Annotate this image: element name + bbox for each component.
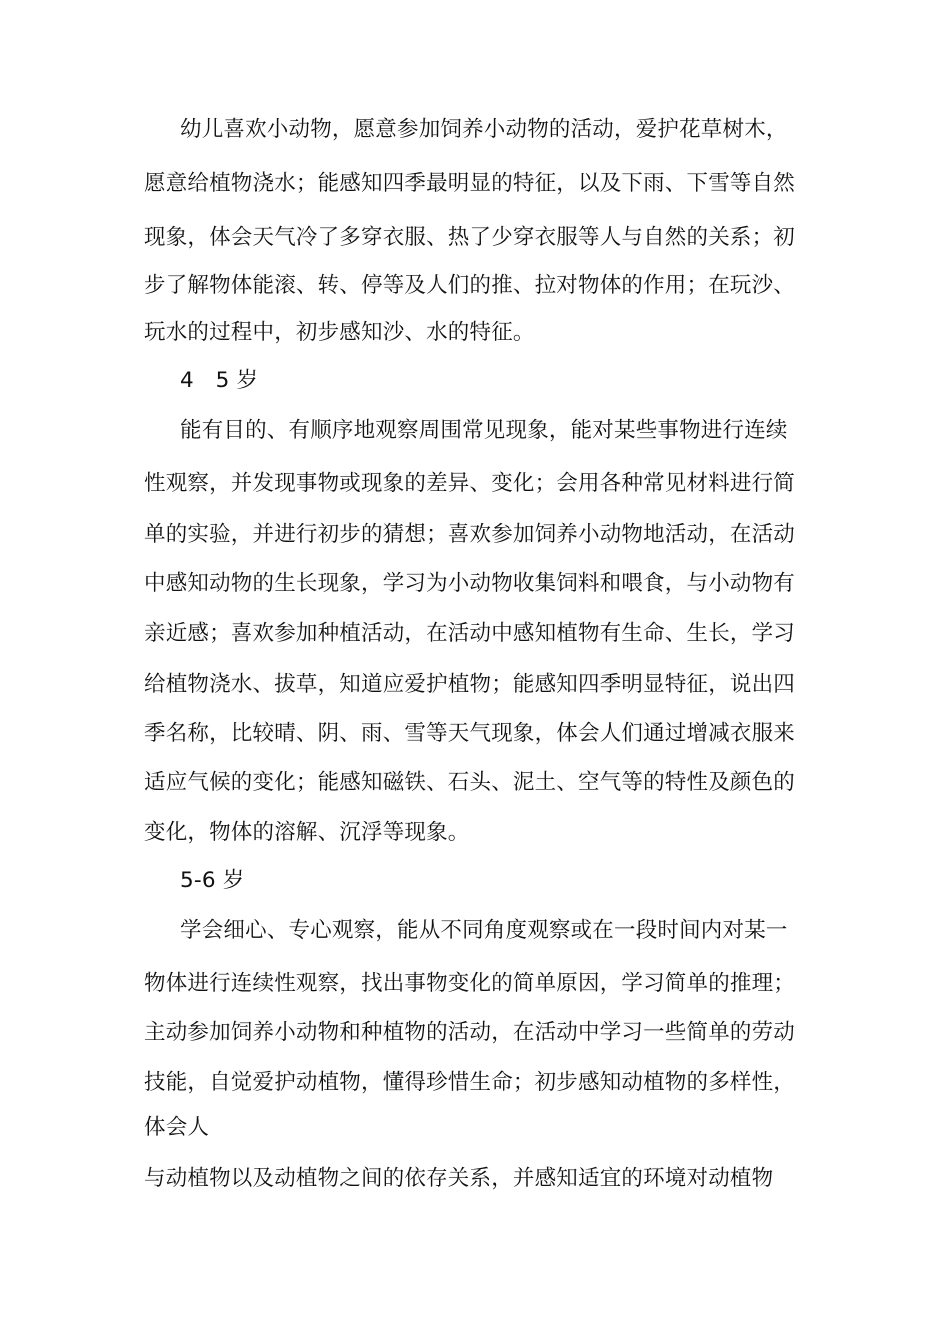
- para2-line-6: 给植物浇水、拔草，知道应爱护植物；能感知四季明显特征，说出四: [144, 672, 796, 697]
- para2-line-3: 单的实验，并进行初步的猜想；喜欢参加饲养小动物地活动，在活动: [144, 522, 796, 547]
- para3-line-3: 主动参加饲养小动物和种植物的活动，在活动中学习一些简单的劳动: [144, 1020, 796, 1045]
- para2-line-5: 亲近感；喜欢参加种植活动，在活动中感知植物有生命、生长，学习: [144, 621, 796, 646]
- para1-line-2: 愿意给植物浇水；能感知四季最明显的特征，以及下雨、下雪等自然: [144, 171, 796, 196]
- para3-line-5: 体会人: [144, 1115, 210, 1140]
- para2-line-2: 性观察，并发现事物或现象的差异、变化；会用各种常见材料进行简: [144, 471, 796, 496]
- para3-line-1: 学会细心、专心观察，能从不同角度观察或在一段时间内对某一: [180, 918, 788, 943]
- heading-age-5-6: 5-6 岁: [180, 868, 245, 893]
- para1-line-1: 幼儿喜欢小动物，愿意参加饲养小动物的活动，爱护花草树木，: [180, 117, 788, 142]
- para2-line-9: 变化，物体的溶解、沉浮等现象。: [144, 820, 470, 845]
- para1-line-4: 步了解物体能滚、转、停等及人们的推、拉对物体的作用；在玩沙、: [144, 273, 796, 298]
- para2-line-7: 季名称，比较晴、阴、雨、雪等天气现象，体会人们通过增减衣服来: [144, 721, 796, 746]
- para3-line-4: 技能，自觉爱护动植物，懂得珍惜生命；初步感知动植物的多样性，: [144, 1070, 796, 1095]
- para1-line-5: 玩水的过程中，初步感知沙、水的特征。: [144, 320, 535, 345]
- para3-line-2: 物体进行连续性观察，找出事物变化的简单原因，学习简单的推理；: [144, 971, 796, 996]
- para3-line-6: 与动植物以及动植物之间的依存关系，并感知适宜的环境对动植物: [144, 1166, 774, 1191]
- heading-age-4-5: 4 5 岁: [180, 368, 259, 393]
- para2-line-4: 中感知动物的生长现象，学习为小动物收集饲料和喂食，与小动物有: [144, 571, 796, 596]
- para2-line-8: 适应气候的变化；能感知磁铁、石头、泥土、空气等的特性及颜色的: [144, 770, 796, 795]
- para2-line-1: 能有目的、有顺序地观察周围常见现象，能对某些事物进行连续: [180, 418, 788, 443]
- para1-line-3: 现象，体会天气冷了多穿衣服、热了少穿衣服等人与自然的关系；初: [144, 225, 796, 250]
